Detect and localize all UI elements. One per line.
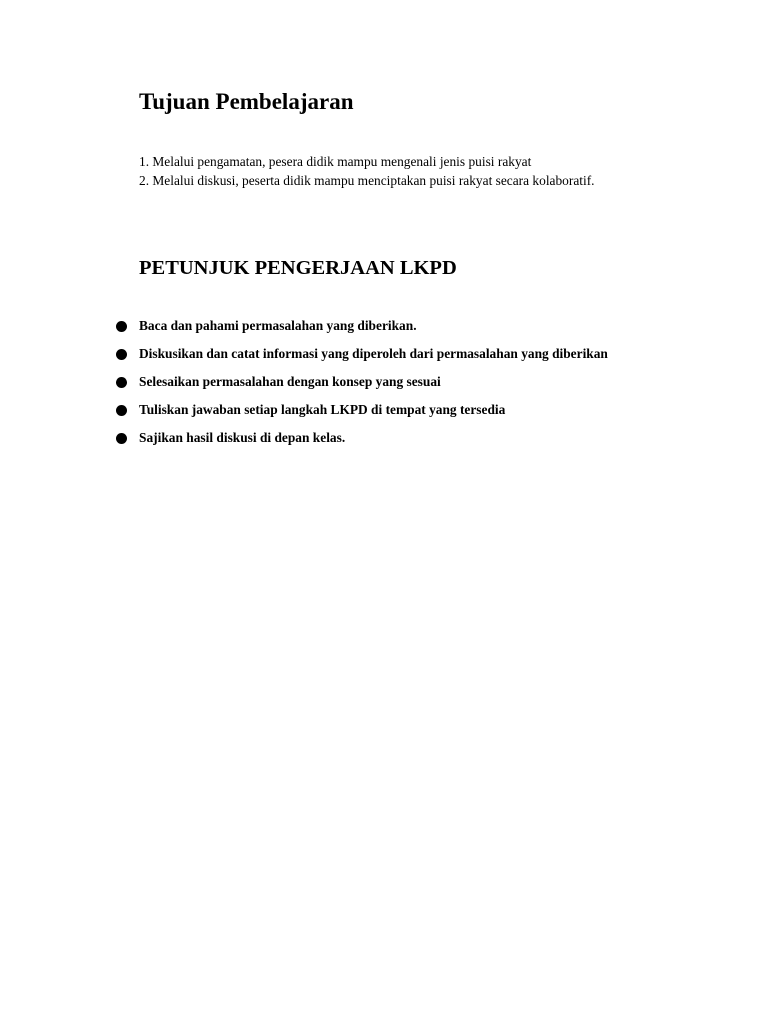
bullet-icon: [116, 405, 127, 416]
learning-objectives-list: [139, 152, 739, 190]
instructions-list: [114, 312, 654, 452]
bullet-icon: [116, 377, 127, 388]
instruction-item: [114, 396, 654, 424]
instruction-text: Tuliskan jawaban setiap langkah LKPD di tempat yang tersedia: [139, 402, 506, 417]
objective-item: 1. Melalui pengamatan, pesera didik mampu mengenali jenis puisi rakyat: [139, 154, 532, 169]
page-title: Tujuan Pembelajaran: [139, 89, 354, 114]
bullet-icon: [116, 349, 127, 360]
instruction-text: Baca dan pahami permasalahan yang diberikan.: [139, 318, 417, 333]
instruction-item: [114, 368, 654, 396]
instruction-item: [114, 340, 654, 368]
instruction-text: Sajikan hasil diskusi di depan kelas.: [139, 430, 346, 445]
bullet-icon: [116, 321, 127, 332]
instruction-text: Diskusikan dan catat informasi yang diperoleh dari permasalahan yang diberikan: [139, 346, 608, 361]
objective-item: 2. Melalui diskusi, peserta didik mampu menciptakan puisi rakyat secara kolaboratif.: [139, 173, 595, 188]
instruction-item: [114, 424, 654, 452]
instructions-heading: PETUNJUK PENGERJAAN LKPD: [139, 257, 457, 279]
bullet-icon: [116, 433, 127, 444]
instruction-text: Selesaikan permasalahan dengan konsep yang sesuai: [139, 374, 441, 389]
instruction-item: [114, 312, 654, 340]
